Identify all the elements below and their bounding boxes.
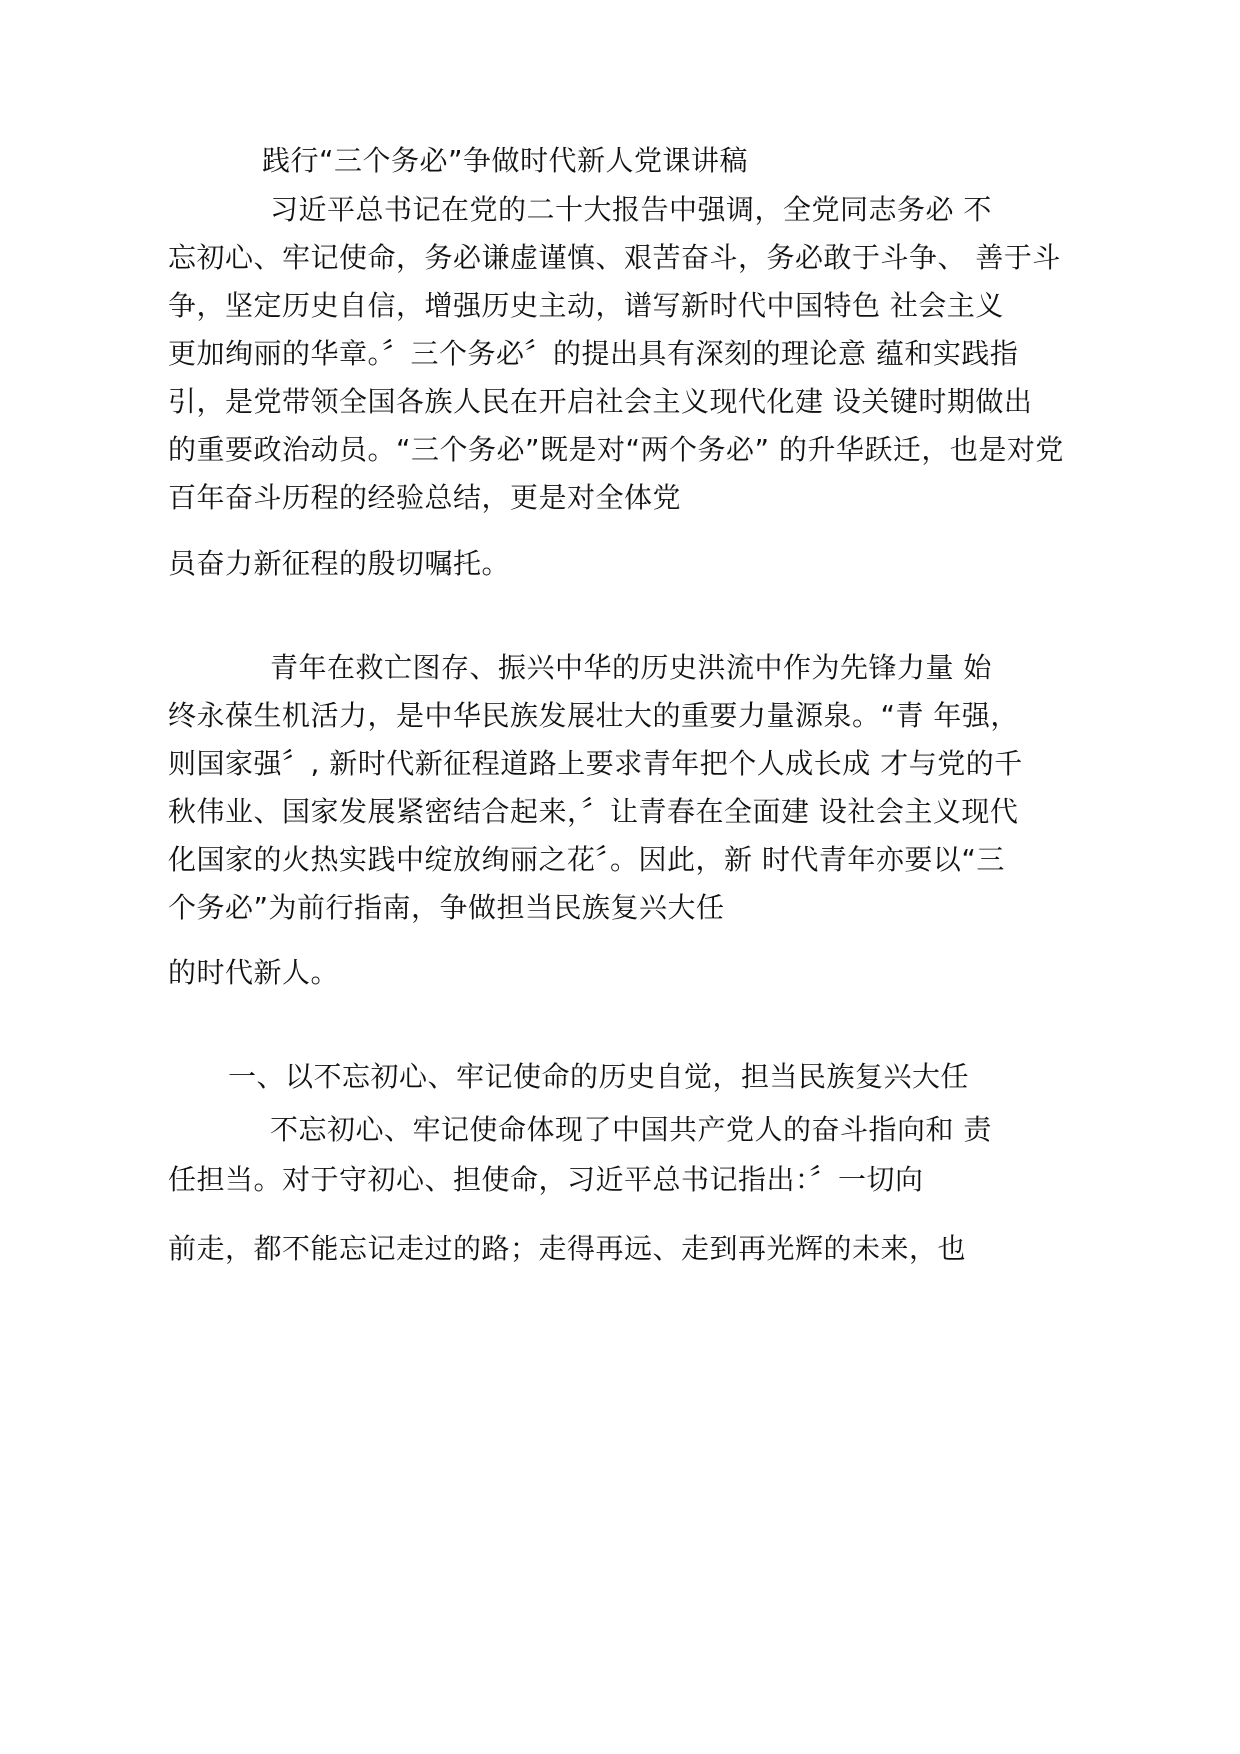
paragraph-line: 化国家的火热实践中绽放绚丽之花〞。因此，新 时代青年亦要以“三 [168, 843, 1005, 876]
document-title: 践行“三个务必”争做时代新人党课讲稿 [262, 144, 749, 177]
paragraph-line: 青年在救亡图存、振兴中华的历史洪流中作为先锋力量 始 [270, 651, 992, 684]
paragraph-line: 前走，都不能忘记走过的路；走得再远、走到再光辉的未来，也 [168, 1232, 967, 1265]
paragraph-line: 的时代新人。 [168, 956, 340, 989]
paragraph-line: 不忘初心、牢记使命体现了中国共产党人的奋斗指向和 责 [270, 1113, 992, 1146]
section-heading: 一、以不忘初心、牢记使命的历史自觉，担当民族复兴大任 [228, 1060, 970, 1093]
paragraph-line: 秋伟业、国家发展紧密结合起来，〞让青春在全面建 设社会主义现代 [168, 795, 1019, 828]
paragraph-line: 更加绚丽的华章。〞三个务必〞的提出具有深刻的理论意 蕴和实践指 [168, 337, 1019, 370]
paragraph-line: 百年奋斗历程的经验总结，更是对全体党 [168, 481, 682, 514]
paragraph-line: 终永葆生机活力，是中华民族发展壮大的重要力量源泉。“青 年强， [168, 699, 1019, 732]
paragraph-line: 的重要政治动员。“三个务必”既是对“两个务必” 的升华跃迁，也是对党 [168, 433, 1064, 466]
paragraph-line: 员奋力新征程的殷切嘱托。 [168, 547, 511, 580]
paragraph-line: 争，坚定历史自信，增强历史主动，谱写新时代中国特色 社会主义 [168, 289, 1004, 322]
paragraph-line: 个务必”为前行指南，争做担当民族复兴大任 [168, 891, 725, 924]
paragraph-line: 任担当。对于守初心、担使命，习近平总书记指出：〞一切向 [168, 1163, 924, 1196]
paragraph-line: 引，是党带领全国各族人民在开启社会主义现代化建 设关键时期做出 [168, 385, 1033, 418]
paragraph-line: 习近平总书记在党的二十大报告中强调，全党同志务必 不 [270, 193, 992, 226]
paragraph-line: 忘初心、牢记使命，务必谦虚谨慎、艰苦奋斗，务必敢于斗争、 善于斗 [168, 241, 1061, 274]
paragraph-line: 则国家强〞, 新时代新征程道路上要求青年把个人成长成 才与党的千 [168, 747, 1023, 780]
